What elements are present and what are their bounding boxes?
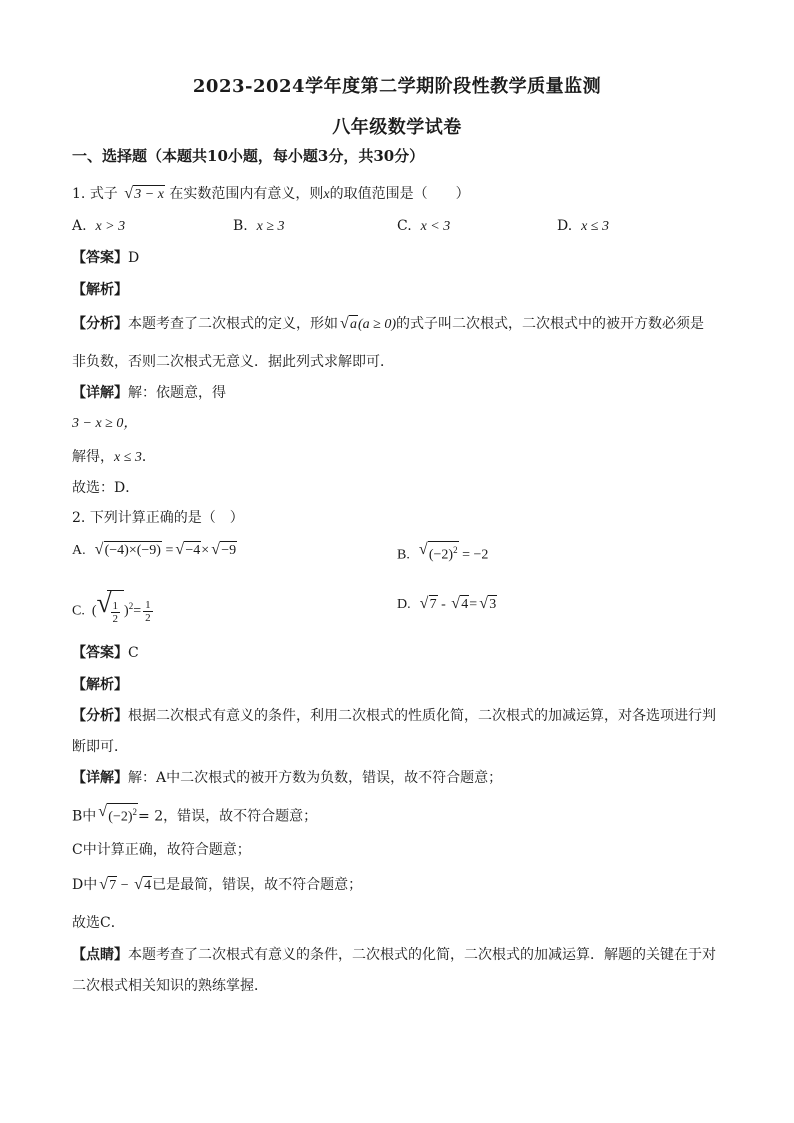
q1-step1: 3 − x ≥ 0， — [72, 416, 138, 431]
radicand: 4 — [461, 597, 469, 612]
radicand: (−2) — [428, 547, 454, 563]
option-expr: x < 3 — [420, 219, 451, 234]
line-b-post: = 2，错误，故不符合题意； — [138, 808, 318, 825]
q1-xiangjie — [72, 383, 226, 403]
q1-fenxi — [72, 314, 704, 335]
q1-step2 — [72, 447, 156, 468]
section-heading: 一、选择题（本题共10小题，每小题3分，共30分） — [72, 147, 425, 165]
q2-fenxi-line2: 断即可． — [72, 739, 128, 755]
radicand: 7 — [109, 878, 117, 893]
radicand: −4 — [185, 543, 201, 558]
q2-dianjing-line2: 二次根式相关知识的熟练掌握． — [72, 978, 268, 994]
option-a-sqrt-r1: √ −4 — [175, 541, 201, 558]
q2-line-c: C中计算正确，故符合题意； — [72, 842, 251, 858]
q2-option-a — [72, 541, 237, 561]
q2-fenxi — [72, 706, 716, 726]
denominator: 2 — [145, 611, 151, 624]
fenxi-tag: 【分析】 — [72, 708, 128, 724]
option-label: A. — [72, 543, 86, 558]
q2-option-c: C. ( √ $\frac{1}{2}$ )$^2$= $\frac{1}{2}$ — [72, 586, 155, 626]
option-d-sqrt-a: √ 7 — [419, 595, 437, 612]
option-a-sqrt-lhs: √ (−4)×(−9) — [94, 541, 161, 558]
q1-option-b — [233, 216, 285, 237]
q2-xiangjie — [72, 768, 502, 788]
exam-subtitle: 八年级数学试卷 — [332, 117, 462, 138]
q1-conclusion: 故选：D． — [72, 480, 140, 496]
equals: = — [469, 597, 478, 612]
q1-jiexi-tag: 【解析】 — [72, 282, 128, 298]
q1-option-d — [557, 216, 609, 237]
line-b-pre: B中 — [72, 808, 97, 825]
dianjing-tag: 【点睛】 — [72, 947, 128, 963]
exponent: 2 — [128, 601, 134, 611]
option-c-sqrt: √ $\frac{1}{2}$ — [97, 590, 125, 632]
fenxi-text-post: 的式子叫二次根式，二次根式中的被开方数必须是 — [396, 316, 705, 332]
fenxi-text: 根据二次根式有意义的条件，利用二次根式的性质化简，二次根式的加减运算，对各选项进行判 — [128, 708, 716, 724]
q1-option-a — [72, 216, 125, 237]
option-label: B. — [397, 547, 410, 563]
option-expr: x > 3 — [95, 219, 126, 234]
q1-stem-post: 的取值范围是（ ） — [329, 186, 470, 202]
fenxi-condition: (a ≥ 0) — [358, 317, 397, 332]
option-a-sqrt-r2: √ −9 — [211, 541, 237, 558]
option-label: A. — [72, 218, 87, 234]
q1-answer — [72, 248, 139, 268]
radicand: 3 — [489, 597, 497, 612]
fenxi-sqrt: √ a — [340, 315, 357, 332]
denominator: 2 — [112, 612, 119, 625]
xiangjie-text: 解：依题意，得 — [128, 385, 226, 401]
line-d-sqrt-a: √ 7 — [99, 876, 117, 893]
answer-tag: 【答案】 — [72, 250, 128, 266]
line-d-post: 已是最简，错误，故不符合题意； — [152, 877, 363, 893]
q1-radicand: 3 − x — [134, 187, 164, 202]
xiangjie-text: 解：A中二次根式的被开方数为负数，错误，故不符合题意； — [128, 770, 503, 786]
step2-post: ． — [141, 449, 156, 465]
rhs: = −2 — [462, 547, 489, 563]
q2-stem-text: 下列计算正确的是（ ） — [89, 510, 244, 526]
numerator: 1 — [112, 599, 119, 612]
line-d-pre: D中 — [72, 877, 98, 893]
q1-stem-mid: 在实数范围内有意义，则 — [169, 186, 324, 202]
exponent: 2 — [132, 807, 138, 817]
fenxi-radicand: a — [350, 317, 357, 332]
q2-stem — [72, 508, 244, 528]
option-label: C. — [397, 218, 412, 234]
radicand: (−2) — [108, 809, 133, 825]
radicand: 4 — [144, 878, 152, 893]
fenxi-text: 本题考查了二次根式的定义，形如 — [128, 316, 338, 332]
option-label: D. — [557, 218, 573, 234]
q1-fenxi-line2: 非负数，否则二次根式无意义．据此列式求解即可． — [72, 354, 394, 370]
q1-option-c — [397, 216, 450, 237]
radicand: (−4)×(−9) — [104, 543, 161, 558]
exam-title: 2023-2024学年度第二学期阶段性教学质量监测 — [192, 76, 602, 97]
answer-tag: 【答案】 — [72, 645, 128, 661]
xiangjie-tag: 【详解】 — [72, 770, 128, 786]
answer-value: D — [128, 250, 140, 266]
exponent: 2 — [453, 545, 458, 555]
q1-stem-pre: 式子 — [89, 186, 118, 202]
q2-jiexi-tag: 【解析】 — [72, 677, 128, 693]
option-d-sqrt-b: √ 4 — [451, 595, 469, 612]
q1-var: x — [323, 187, 330, 202]
dianjing-text: 本题考查了二次根式有意义的条件，二次根式的化简，二次根式的加减运算．解题的关键在于对 — [128, 947, 716, 963]
option-label: D. — [397, 597, 411, 612]
q2-conclusion: 故选C． — [72, 915, 125, 931]
result-fraction — [143, 599, 153, 624]
numerator: 1 — [145, 598, 151, 611]
q2-number: 2. — [72, 510, 86, 526]
option-expr: x ≥ 3 — [256, 219, 285, 234]
q1-sqrt-expression: √ 3 − x — [124, 185, 164, 202]
equals: = — [133, 603, 142, 619]
option-label: B. — [233, 218, 248, 234]
equals: = — [165, 543, 174, 558]
fenxi-tag: 【分析】 — [72, 316, 128, 332]
q2-answer — [72, 643, 139, 663]
line-b-sqrt: √ $(-2)^2$ — [98, 803, 138, 825]
q1-stem — [72, 184, 470, 205]
option-d-sqrt-c: √ 3 — [479, 595, 497, 612]
step2-expr: x ≤ 3 — [114, 450, 142, 465]
minus: − — [117, 878, 133, 893]
q2-line-b — [72, 803, 317, 828]
option-expr: x ≤ 3 — [581, 219, 609, 234]
q2-dianjing — [72, 945, 716, 965]
q2-option-d — [397, 595, 497, 615]
answer-value: C — [128, 645, 139, 661]
xiangjie-tag: 【详解】 — [72, 385, 128, 401]
radicand: −9 — [221, 543, 237, 558]
minus: - — [441, 597, 446, 612]
q1-number: 1. — [72, 186, 86, 202]
step2-pre: 解得， — [72, 449, 114, 465]
line-d-sqrt-b: √ 4 — [134, 876, 152, 893]
option-b-sqrt: √ $(-2)^2$ — [418, 541, 458, 563]
option-label: C. — [72, 603, 85, 619]
times: × — [201, 543, 210, 558]
q2-option-b — [397, 541, 488, 566]
radicand: 7 — [429, 597, 437, 612]
q2-line-d — [72, 875, 362, 896]
